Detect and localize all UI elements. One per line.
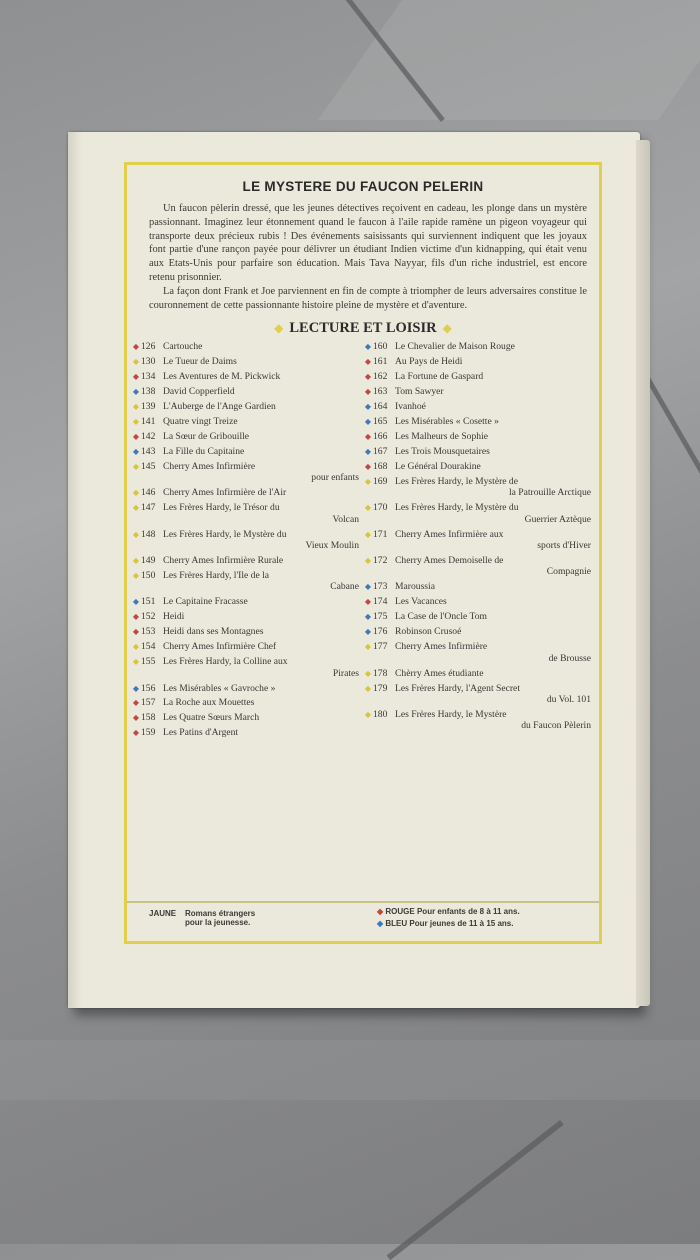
series-number: 155 <box>141 656 156 668</box>
color-bullet-icon: ◆ <box>132 462 140 471</box>
diamond-icon: ◆ <box>442 321 452 336</box>
series-list-item <box>363 371 595 382</box>
color-bullet-icon: ◆ <box>364 342 372 352</box>
series-title-continuation: la Patrouille Arctique <box>508 487 591 499</box>
series-title <box>395 476 595 499</box>
series-number: 173 <box>373 581 388 593</box>
series-number: 175 <box>373 611 388 623</box>
series-list-item <box>131 656 363 679</box>
series-title-continuation: du Faucon Pèlerin <box>521 720 591 732</box>
legend-yellow-text: Romans étrangers <box>185 909 256 918</box>
series-title <box>163 356 363 367</box>
color-bullet-icon: ◆ <box>364 642 372 652</box>
series-number: 178 <box>373 667 388 679</box>
series-title-continuation: du Vol. 101 <box>546 693 591 705</box>
series-list-item <box>131 596 363 607</box>
series-title <box>163 727 363 738</box>
color-bullet-icon: ◆ <box>364 556 372 566</box>
synopsis <box>149 202 587 312</box>
color-bullet-icon: ◆ <box>364 683 372 693</box>
series-title <box>163 555 363 566</box>
color-bullet-icon: ◆ <box>132 432 140 442</box>
series-number: 147 <box>141 502 156 514</box>
synopsis-paragraph-1: Un faucon pèlerin dressé, que les jeunes détectives reçoivent en cadeau, les plonge dans un mystère passionnant. Imaginez leur étonnement quand le faucon à l'aile rapide ramène un pigeon voyageur qui transporte deux précieux rubis ! Des événements saisissants qui surviennent indiquent que les joyaux font partie d'une rançon payée pour délivrer un étudiant Indien victime d'un kidnapping, qui était venu aux Etats-Unis pour parfaire son éducation. Mais Tava Nayyar, fils d'un riche industriel, est encore retenu prisonnier. <box>149 203 587 283</box>
series-title-line: Cherry Ames Infirmière <box>395 641 488 653</box>
yellow-border-frame <box>124 162 602 944</box>
series-number: 168 <box>373 461 388 472</box>
series-list-item <box>363 641 595 664</box>
series-title-line: Heidi <box>163 611 185 623</box>
series-title <box>163 371 363 382</box>
series-number: 139 <box>141 401 156 413</box>
series-title-line: Le Tueur de Daims <box>163 356 237 368</box>
legend-blue <box>377 919 599 928</box>
series-list-item <box>131 356 363 367</box>
series-title <box>395 341 595 352</box>
series-number: 164 <box>373 401 388 413</box>
series-list-item <box>131 727 363 738</box>
color-bullet-icon: ◆ <box>364 417 372 427</box>
series-number: 160 <box>373 341 388 353</box>
series-number: 149 <box>141 555 156 567</box>
color-bullet-icon: ◆ <box>364 668 372 678</box>
color-legend <box>127 901 599 941</box>
color-bullet-icon: ◆ <box>132 642 140 652</box>
series-title <box>163 656 363 679</box>
series-title <box>395 529 595 552</box>
series-list-item <box>363 626 595 637</box>
diamond-icon: ◆ <box>274 321 284 336</box>
series-list-item <box>363 709 595 732</box>
series-number: 156 <box>141 682 156 694</box>
legend-yellow <box>127 903 363 941</box>
series-title-line: La Case de l'Oncle Tom <box>395 611 487 623</box>
series-number: 161 <box>373 356 388 368</box>
series-list-item <box>131 555 363 566</box>
series-title-line: Cherry Ames Infirmière Rurale <box>163 555 284 567</box>
series-title <box>395 371 595 382</box>
color-bullet-icon: ◆ <box>132 556 140 566</box>
series-number: 141 <box>141 416 156 428</box>
color-bullet-icon: ◆ <box>132 503 140 513</box>
series-title-continuation: Compagnie <box>546 566 591 578</box>
series-title-line: David Copperfield <box>163 386 235 398</box>
series-list-item <box>363 683 595 706</box>
series-title-line: Les Frères Hardy, le Mystère du <box>163 528 287 540</box>
color-bullet-icon: ◆ <box>132 698 140 708</box>
series-number: 130 <box>141 356 156 368</box>
bullet-icon: ◆ <box>377 919 384 928</box>
color-bullet-icon: ◆ <box>132 683 140 693</box>
color-bullet-icon: ◆ <box>364 529 372 539</box>
series-title <box>395 581 595 592</box>
series-title <box>163 611 363 622</box>
series-number: 169 <box>373 475 388 487</box>
series-title-line: Maroussia <box>395 581 435 593</box>
series-title-line: Cherry Ames Infirmière Chef <box>163 641 277 653</box>
color-bullet-icon: ◆ <box>364 447 372 457</box>
series-title-line: Les Frères Hardy, le Mystère du <box>395 502 519 514</box>
series-title <box>395 641 595 664</box>
series-title-line: Les Frères Hardy, l'Ile de la <box>163 569 270 581</box>
series-title <box>395 356 595 367</box>
series-list-item <box>131 712 363 723</box>
series-title <box>395 401 595 412</box>
color-bullet-icon: ◆ <box>132 372 140 382</box>
color-bullet-icon: ◆ <box>364 597 372 607</box>
series-list-item <box>363 555 595 578</box>
series-list-item <box>363 529 595 552</box>
series-list-item <box>131 683 363 694</box>
series-list-item <box>131 461 363 484</box>
legend-red <box>377 907 599 916</box>
series-title-continuation: Volcan <box>332 513 359 525</box>
color-bullet-icon: ◆ <box>132 387 140 397</box>
series-number: 171 <box>373 528 388 540</box>
color-bullet-icon: ◆ <box>132 612 140 622</box>
series-title <box>163 461 363 484</box>
series-title <box>395 446 595 457</box>
series-list-item <box>363 416 595 427</box>
series-list-right-column <box>363 341 595 742</box>
series-list-item <box>131 431 363 442</box>
series-title-line: Cartouche <box>163 341 203 353</box>
series-list-item <box>363 611 595 622</box>
series-list-item <box>131 401 363 412</box>
color-bullet-icon: ◆ <box>364 432 372 442</box>
series-title <box>395 386 595 397</box>
book-spine-edge <box>636 140 650 1006</box>
series-title-line: Les Aventures de M. Pickwick <box>163 371 281 383</box>
series-list-item <box>363 668 595 679</box>
series-number: 145 <box>141 461 156 472</box>
series-title <box>395 555 595 578</box>
color-bullet-icon: ◆ <box>364 387 372 397</box>
series-title-line: Ivanhoé <box>395 401 426 413</box>
tile-grout-line <box>387 1120 564 1260</box>
series-title-continuation: sports d'Hiver <box>537 540 591 552</box>
series-number: 174 <box>373 596 388 608</box>
series-number: 179 <box>373 682 388 694</box>
color-bullet-icon: ◆ <box>132 713 140 723</box>
series-title <box>163 487 363 498</box>
synopsis-paragraph-2: La façon dont Frank et Joe parviennent en fin de compte à triompher de leurs adversaires constitue le couronnement de cette passionnante histoire pleine de mystère et d'aventure. <box>149 285 587 311</box>
series-title-line: Cherry Ames Demoiselle de <box>395 555 504 567</box>
series-list-item <box>363 401 595 412</box>
series-title-line: Les Misérables « Gavroche » <box>163 682 276 694</box>
series-list-item <box>363 461 595 472</box>
series-title-line: Chèrry Ames étudiante <box>395 667 484 679</box>
series-title <box>395 461 595 472</box>
series-number: 138 <box>141 386 156 398</box>
series-title-line: Les Frères Hardy, le Mystère de <box>395 475 518 487</box>
series-title-continuation: de Brousse <box>548 652 591 664</box>
series-title-line: Les Frères Hardy, le Trésor du <box>163 502 280 514</box>
series-list-item <box>363 476 595 499</box>
series-title-line: Les Patins d'Argent <box>163 727 239 739</box>
color-bullet-icon: ◆ <box>364 582 372 592</box>
series-list-item <box>131 570 363 593</box>
series-title <box>395 709 595 732</box>
series-title <box>395 683 595 706</box>
series-number: 177 <box>373 641 388 653</box>
color-bullet-icon: ◆ <box>364 402 372 412</box>
series-title-line: Robinson Crusoé <box>395 626 462 638</box>
series-list-item <box>363 446 595 457</box>
series-number: 165 <box>373 416 388 428</box>
series-number: 148 <box>141 528 156 540</box>
color-bullet-icon: ◆ <box>132 357 140 367</box>
series-number: 170 <box>373 502 388 514</box>
series-title-line: Les Quatre Sœurs March <box>163 712 260 724</box>
series-title-line: Les Vacances <box>395 596 447 608</box>
series-list-item <box>131 341 363 352</box>
series-list-item <box>131 446 363 457</box>
series-list-item <box>363 386 595 397</box>
color-bullet-icon: ◆ <box>364 612 372 622</box>
color-bullet-icon: ◆ <box>364 372 372 382</box>
series-list-item <box>131 697 363 708</box>
series-list-item <box>363 502 595 525</box>
legend-red-blue <box>363 903 599 941</box>
tile-highlight <box>0 1040 700 1100</box>
series-title <box>163 386 363 397</box>
color-bullet-icon: ◆ <box>132 488 140 498</box>
series-number: 150 <box>141 569 156 581</box>
series-number: 172 <box>373 555 388 567</box>
series-title-line: Quatre vingt Treize <box>163 416 238 428</box>
color-bullet-icon: ◆ <box>132 342 140 352</box>
series-number: 151 <box>141 596 156 608</box>
series-title-line: Les Misérables « Cosette » <box>395 416 499 428</box>
series-number: 157 <box>141 697 156 709</box>
series-title-line: Les Frères Hardy, la Colline aux <box>163 656 288 668</box>
series-title-line: Cherry Ames Infirmière <box>163 461 256 472</box>
series-number: 166 <box>373 431 388 443</box>
legend-yellow-text: pour la jeunesse. <box>185 918 251 927</box>
series-title-line: La Sœur de Gribouille <box>163 431 250 443</box>
series-title <box>163 416 363 427</box>
series-title <box>395 626 595 637</box>
series-number: 158 <box>141 712 156 724</box>
series-number: 180 <box>373 708 388 720</box>
series-list-item <box>363 581 595 592</box>
series-list-item <box>131 502 363 525</box>
color-bullet-icon: ◆ <box>364 476 372 486</box>
series-title <box>163 446 363 457</box>
series-title-line: Les Frères Hardy, le Mystère <box>395 708 507 720</box>
series-heading-label: LECTURE ET LOISIR <box>289 320 437 337</box>
color-bullet-icon: ◆ <box>364 503 372 513</box>
series-title-line: La Fille du Capitaine <box>163 446 245 458</box>
series-number: 152 <box>141 611 156 623</box>
series-title-line: Les Frères Hardy, l'Agent Secret <box>395 682 520 694</box>
series-title <box>163 683 363 694</box>
color-bullet-icon: ◆ <box>364 709 372 719</box>
series-title-continuation: Pirates <box>332 667 359 679</box>
color-bullet-icon: ◆ <box>132 402 140 412</box>
series-title-line: Les Malheurs de Sophie <box>395 431 488 443</box>
series-title-line: Au Pays de Heidi <box>395 356 463 368</box>
series-title <box>395 596 595 607</box>
series-title <box>395 502 595 525</box>
series-list-item <box>131 529 363 552</box>
series-list-item <box>131 371 363 382</box>
color-bullet-icon: ◆ <box>132 657 140 667</box>
legend-blue-key: BLEU <box>385 919 408 928</box>
series-title <box>163 641 363 652</box>
series-number: 162 <box>373 371 388 383</box>
series-list-left-column <box>131 341 363 742</box>
series-number: 163 <box>373 386 388 398</box>
series-number: 153 <box>141 626 156 638</box>
series-number: 142 <box>141 431 156 443</box>
series-title <box>163 401 363 412</box>
color-bullet-icon: ◆ <box>132 728 140 738</box>
series-title-line: La Roche aux Mouettes <box>163 697 255 709</box>
series-title <box>163 570 363 593</box>
series-title-continuation: Vieux Moulin <box>305 540 359 552</box>
series-title <box>163 596 363 607</box>
series-title-line: Les Trois Mousquetaires <box>395 446 490 458</box>
series-title <box>163 502 363 525</box>
legend-yellow-key: JAUNE <box>149 909 177 918</box>
series-title <box>395 668 595 679</box>
series-title <box>163 626 363 637</box>
color-bullet-icon: ◆ <box>132 597 140 607</box>
series-title-line: Cherry Ames Infirmière de l'Air <box>163 487 287 499</box>
series-title-line: Le Général Dourakine <box>395 461 481 472</box>
series-title <box>163 431 363 442</box>
series-heading <box>131 320 595 337</box>
color-bullet-icon: ◆ <box>132 529 140 539</box>
legend-red-text: Pour enfants de 8 à 11 ans. <box>416 907 520 916</box>
color-bullet-icon: ◆ <box>364 627 372 637</box>
series-title <box>395 611 595 622</box>
color-bullet-icon: ◆ <box>364 462 372 471</box>
series-title <box>395 431 595 442</box>
series-number: 126 <box>141 341 156 353</box>
series-list-item <box>363 341 595 352</box>
series-title-line: Le Chevalier de Maison Rouge <box>395 341 515 353</box>
series-title-continuation: Guerrier Aztèque <box>524 513 591 525</box>
series-list-item <box>363 431 595 442</box>
series-number: 154 <box>141 641 156 653</box>
series-number: 176 <box>373 626 388 638</box>
series-title-continuation: pour enfants <box>311 472 359 484</box>
series-title-line: Le Capitaine Fracasse <box>163 596 248 608</box>
book-title: LE MYSTERE DU FAUCON PELERIN <box>242 179 484 194</box>
series-list-item <box>131 487 363 498</box>
color-bullet-icon: ◆ <box>132 570 140 580</box>
series-title <box>163 712 363 723</box>
tile-highlight <box>318 0 700 120</box>
color-bullet-icon: ◆ <box>132 447 140 457</box>
series-title-line: Heidi dans ses Montagnes <box>163 626 264 638</box>
color-bullet-icon: ◆ <box>132 627 140 637</box>
book-back-cover <box>68 132 640 1008</box>
series-title-continuation: Cabane <box>330 581 359 593</box>
color-bullet-icon: ◆ <box>364 357 372 367</box>
legend-red-key: ROUGE <box>385 907 415 916</box>
series-list <box>131 341 595 742</box>
series-number: 134 <box>141 371 156 383</box>
series-number: 167 <box>373 446 388 458</box>
legend-blue-text: Pour jeunes de 11 à 15 ans. <box>409 919 514 928</box>
series-title-line: Tom Sawyer <box>395 386 444 398</box>
series-title <box>163 697 363 708</box>
bullet-icon: ◆ <box>377 907 384 916</box>
series-title-line: L'Auberge de l'Ange Gardien <box>163 401 276 413</box>
series-title-line: La Fortune de Gaspard <box>395 371 484 383</box>
series-list-item <box>131 626 363 637</box>
series-list-item <box>131 611 363 622</box>
series-number: 159 <box>141 727 156 739</box>
color-bullet-icon: ◆ <box>132 417 140 427</box>
series-list-item <box>131 386 363 397</box>
series-number: 143 <box>141 446 156 458</box>
series-title-line: Cherry Ames Infirmière aux <box>395 528 504 540</box>
series-title <box>163 341 363 352</box>
series-list-item <box>363 596 595 607</box>
series-title <box>395 416 595 427</box>
series-title <box>163 529 363 552</box>
series-list-item <box>363 356 595 367</box>
series-list-item <box>131 416 363 427</box>
series-number: 146 <box>141 487 156 499</box>
series-list-item <box>131 641 363 652</box>
